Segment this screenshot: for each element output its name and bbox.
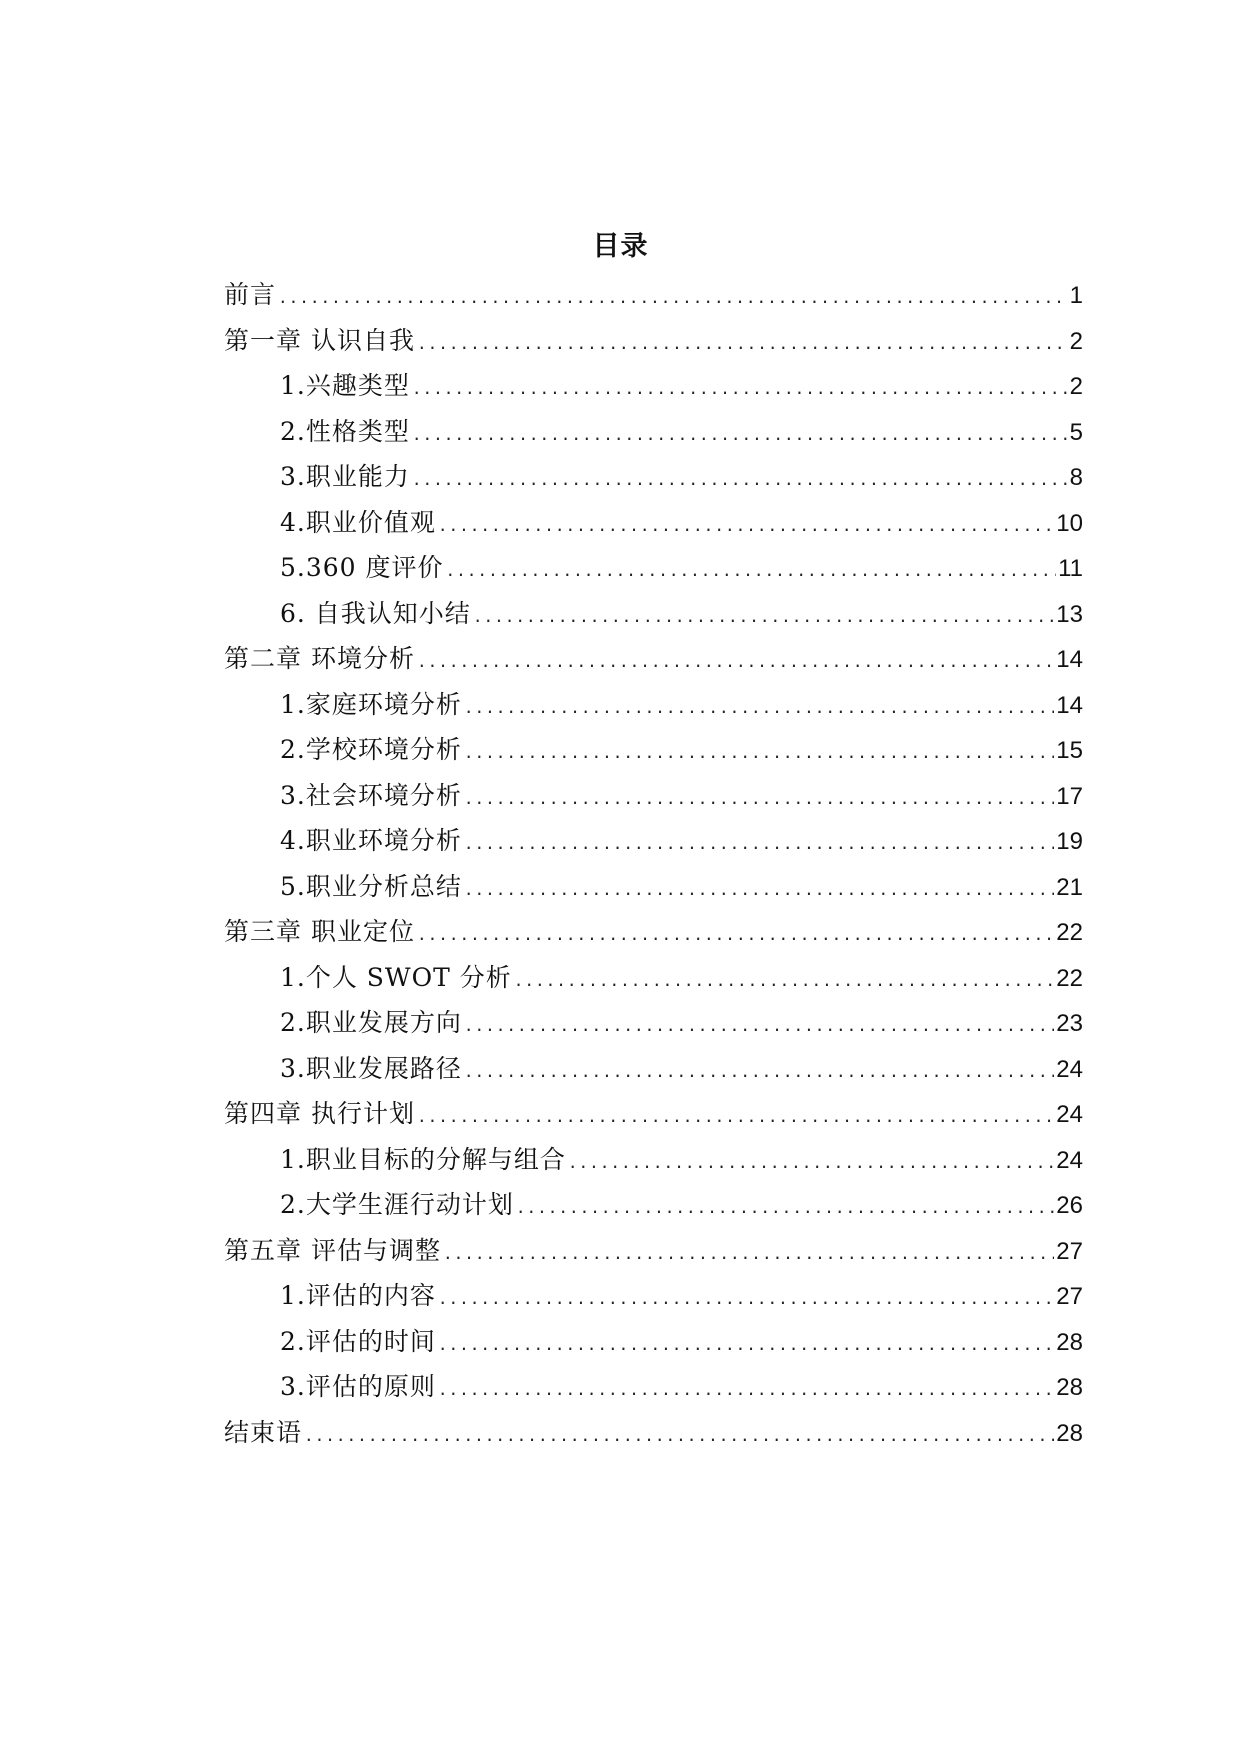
toc-chapter-entry[interactable] — [224, 1228, 1083, 1274]
toc-section-entry[interactable] — [224, 955, 1083, 1001]
toc-page-number: 14 — [1056, 691, 1083, 719]
toc-chapter-entry[interactable] — [224, 909, 1083, 955]
toc-entry-label: 5.职业分析总结 — [280, 871, 462, 901]
toc-entry-label: 第五章 评估与调整 — [224, 1235, 441, 1265]
toc-entry-label: 前言 — [224, 280, 277, 309]
toc-chapter-entry[interactable] — [224, 1410, 1083, 1456]
toc-page-number: 24 — [1056, 1146, 1083, 1174]
toc-section-entry[interactable] — [224, 682, 1083, 728]
toc-chapter-entry[interactable] — [224, 1091, 1083, 1137]
toc-entry-label: 6. 自我认知小结 — [280, 598, 471, 628]
toc-page-number: 15 — [1056, 737, 1083, 764]
toc-section-entry[interactable] — [224, 545, 1083, 591]
toc-page-number: 2 — [1069, 373, 1083, 400]
toc-section-entry[interactable] — [224, 500, 1083, 546]
toc-entry-label: 第二章 环境分析 — [224, 644, 415, 673]
toc-dot-leader — [417, 1094, 1054, 1140]
toc-section-entry[interactable] — [224, 409, 1083, 455]
toc-dot-leader — [464, 867, 1054, 913]
toc-section-entry[interactable] — [224, 818, 1083, 864]
toc-section-entry[interactable] — [224, 591, 1083, 637]
toc-dot-leader — [514, 958, 1055, 1004]
toc-section-entry[interactable] — [224, 1137, 1083, 1183]
toc-entry-label: 3.评估的原则 — [280, 1372, 436, 1401]
toc-section-entry[interactable] — [224, 1319, 1083, 1365]
toc-dot-leader — [278, 275, 1068, 321]
toc-page-number: 27 — [1056, 1237, 1083, 1265]
toc-page-number: 14 — [1056, 646, 1083, 673]
toc-entry-label: 1.职业目标的分解与组合 — [280, 1144, 566, 1174]
toc-chapter-entry[interactable] — [224, 272, 1083, 318]
toc-dot-leader — [446, 548, 1057, 594]
toc-dot-leader — [568, 1140, 1054, 1186]
toc-entry-label: 3.职业能力 — [280, 462, 410, 491]
toc-dot-leader — [417, 912, 1054, 958]
toc-dot-leader — [304, 1413, 1054, 1459]
toc-page-number: 22 — [1056, 964, 1083, 992]
toc-section-entry[interactable] — [224, 454, 1083, 500]
toc-entry-label: 1.个人 SWOT 分析 — [280, 962, 512, 992]
table-of-contents — [224, 272, 1083, 1455]
toc-section-entry[interactable] — [224, 1364, 1083, 1410]
toc-entry-label: 2.大学生涯行动计划 — [280, 1190, 514, 1219]
toc-page-number: 17 — [1056, 782, 1083, 810]
toc-entry-label: 4.职业环境分析 — [280, 826, 462, 855]
toc-dot-leader — [438, 503, 1054, 549]
toc-page-number: 1 — [1069, 282, 1083, 309]
toc-page-number: 28 — [1056, 1374, 1083, 1401]
toc-section-entry[interactable] — [224, 1000, 1083, 1046]
toc-entry-label: 3.职业发展路径 — [280, 1053, 462, 1083]
toc-page-number: 22 — [1056, 919, 1083, 946]
toc-page-number: 19 — [1056, 828, 1083, 855]
toc-page-number: 28 — [1056, 1328, 1083, 1356]
toc-dot-leader — [438, 1367, 1054, 1413]
toc-page-number: 2 — [1069, 327, 1083, 355]
toc-entry-label: 2.评估的时间 — [280, 1326, 436, 1356]
toc-page-number: 27 — [1056, 1283, 1083, 1310]
toc-entry-label: 1.家庭环境分析 — [280, 689, 462, 719]
toc-section-entry[interactable] — [224, 1046, 1083, 1092]
toc-page-number: 26 — [1056, 1192, 1083, 1219]
toc-dot-leader — [443, 1231, 1054, 1277]
toc-section-entry[interactable] — [224, 1273, 1083, 1319]
toc-dot-leader — [464, 821, 1054, 867]
toc-entry-label: 第一章 认识自我 — [224, 325, 415, 355]
toc-page-number: 21 — [1056, 873, 1083, 901]
toc-dot-leader — [473, 594, 1054, 640]
toc-page-number: 10 — [1056, 509, 1083, 537]
toc-chapter-entry[interactable] — [224, 636, 1083, 682]
toc-entry-label: 4.职业价值观 — [280, 507, 436, 537]
toc-dot-leader — [464, 730, 1054, 776]
toc-dot-leader — [516, 1185, 1054, 1231]
toc-page-number: 8 — [1069, 464, 1083, 491]
toc-dot-leader — [464, 1003, 1054, 1049]
toc-entry-label: 2.学校环境分析 — [280, 735, 462, 764]
toc-section-entry[interactable] — [224, 1182, 1083, 1228]
toc-dot-leader — [464, 1049, 1054, 1095]
toc-page-number: 23 — [1056, 1010, 1083, 1037]
toc-page-number: 13 — [1056, 600, 1083, 628]
toc-entry-label: 结束语 — [224, 1417, 303, 1447]
toc-entry-label: 5.360 度评价 — [280, 553, 444, 582]
toc-chapter-entry[interactable] — [224, 318, 1083, 364]
toc-page-number: 24 — [1056, 1055, 1083, 1083]
toc-page-number: 28 — [1056, 1419, 1083, 1447]
toc-section-entry[interactable] — [224, 363, 1083, 409]
toc-dot-leader — [412, 412, 1068, 458]
toc-section-entry[interactable] — [224, 773, 1083, 819]
toc-entry-label: 3.社会环境分析 — [280, 780, 462, 810]
toc-section-entry[interactable] — [224, 864, 1083, 910]
toc-title: 目录 — [592, 231, 649, 262]
toc-entry-label: 1.评估的内容 — [280, 1281, 436, 1310]
toc-dot-leader — [438, 1322, 1054, 1368]
toc-entry-label: 1.兴趣类型 — [280, 371, 410, 400]
toc-entry-label: 第四章 执行计划 — [224, 1099, 415, 1128]
toc-page-number: 11 — [1058, 555, 1083, 582]
toc-dot-leader — [412, 457, 1068, 503]
toc-dot-leader — [438, 1276, 1054, 1322]
toc-dot-leader — [412, 366, 1068, 412]
toc-entry-label: 2.职业发展方向 — [280, 1008, 462, 1037]
toc-page-number: 5 — [1069, 418, 1083, 446]
toc-dot-leader — [417, 639, 1054, 685]
toc-page-number: 24 — [1056, 1101, 1083, 1128]
toc-entry-label: 第三章 职业定位 — [224, 917, 415, 946]
toc-section-entry[interactable] — [224, 727, 1083, 773]
toc-dot-leader — [464, 685, 1054, 731]
toc-dot-leader — [417, 321, 1068, 367]
toc-entry-label: 2.性格类型 — [280, 416, 410, 446]
toc-dot-leader — [464, 776, 1054, 822]
